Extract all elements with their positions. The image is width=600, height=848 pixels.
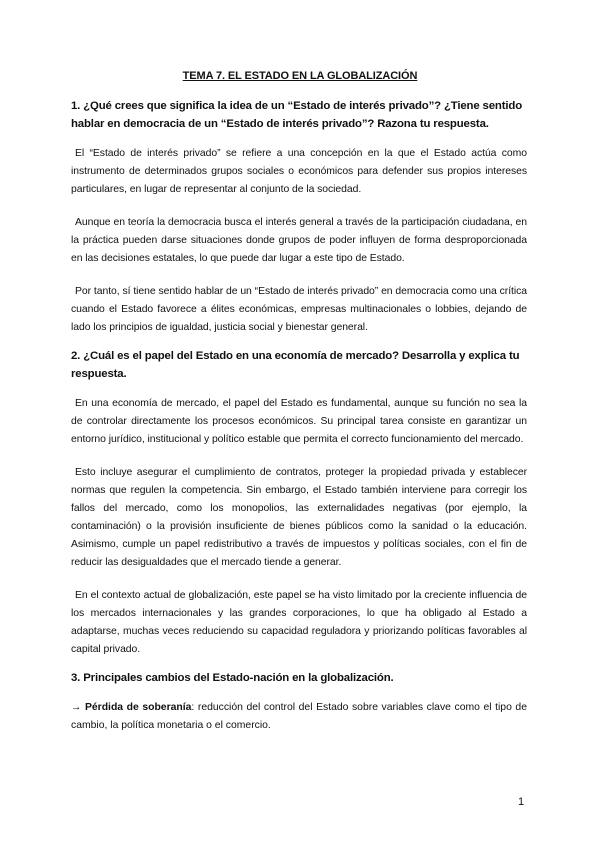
bullet-text: : reducción del control del Estado sobre variables clave como el tipo de cambio, la política monetaria o el comercio. [71,702,527,731]
question-3: 3. Principales cambios del Estado-nación en la globalización. [71,672,394,684]
paragraph: Aunque en teoría la democracia busca el interés general a través de la participación ciudadana, en la práctica pueden darse situaciones donde grupos de poder influyen de forma desproporcionada en las decisiones estatales, lo que puede dar lugar a este tipo de Estado. [71,217,527,264]
bullet-term: Pérdida de soberanía [84,702,192,713]
document-title: TEMA 7. EL ESTADO EN LA GLOBALIZACIÓN [182,70,418,82]
paragraph: Por tanto, sí tiene sentido hablar de un “Estado de interés privado” en democracia como una crítica cuando el Estado favorece a élites económicas, empresas multinacionales o lobbies, dejando de lado los principios de igualdad, justicia social y bienestar general. [71,286,527,333]
page-number: 1 [518,796,525,808]
paragraph: Esto incluye asegurar el cumplimiento de contratos, proteger la propiedad privada y establecer normas que regulen la competencia. Sin embargo, el Estado también interviene para corregir los fallos del mercado, como los monopolios, las externalidades negativas (por ejemplo, la contaminación) o la provisión insuficiente de bienes públicos como la sanidad o la educación. Asimismo, cumple un papel redistributivo a través de impuestos y políticas sociales, con el fin de reducir las desigualdades que el mercado tiende a generar. [71,467,527,568]
paragraph: El “Estado de interés privado” se refiere a una concepción en la que el Estado actúa como instrumento de determinados grupos sociales o económicos para defender sus propios intereses particulares, en lugar de representar al conjunto de la sociedad. [71,148,527,195]
paragraph: En una economía de mercado, el papel del Estado es fundamental, aunque su función no sea la de controlar directamente los procesos económicos. Su principal tarea consiste en garantizar un entorno jurídico, institucional y político estable que permita el correcto funcionamiento del mercado. [71,398,527,445]
question-1: 1. ¿Qué crees que significa la idea de un “Estado de interés privado”? ¿Tiene sentido hablar en democracia de un “Estado de interés privado”? Razona tu respuesta. [71,100,523,130]
document-body [71,97,527,735]
paragraph: En el contexto actual de globalización, este papel se ha visto limitado por la creciente influencia de los mercados internacionales y las grandes corporaciones, lo que ha obligado al Estado a adaptarse, muchas veces reduciendo su capacidad reguladora y priorizando políticas favorables al capital privado. [71,590,527,655]
bullet-item [71,699,527,735]
arrow-icon: → [71,702,82,713]
question-2: 2. ¿Cuál es el papel del Estado en una economía de mercado? Desarrolla y explica tu respuesta. [71,350,520,380]
